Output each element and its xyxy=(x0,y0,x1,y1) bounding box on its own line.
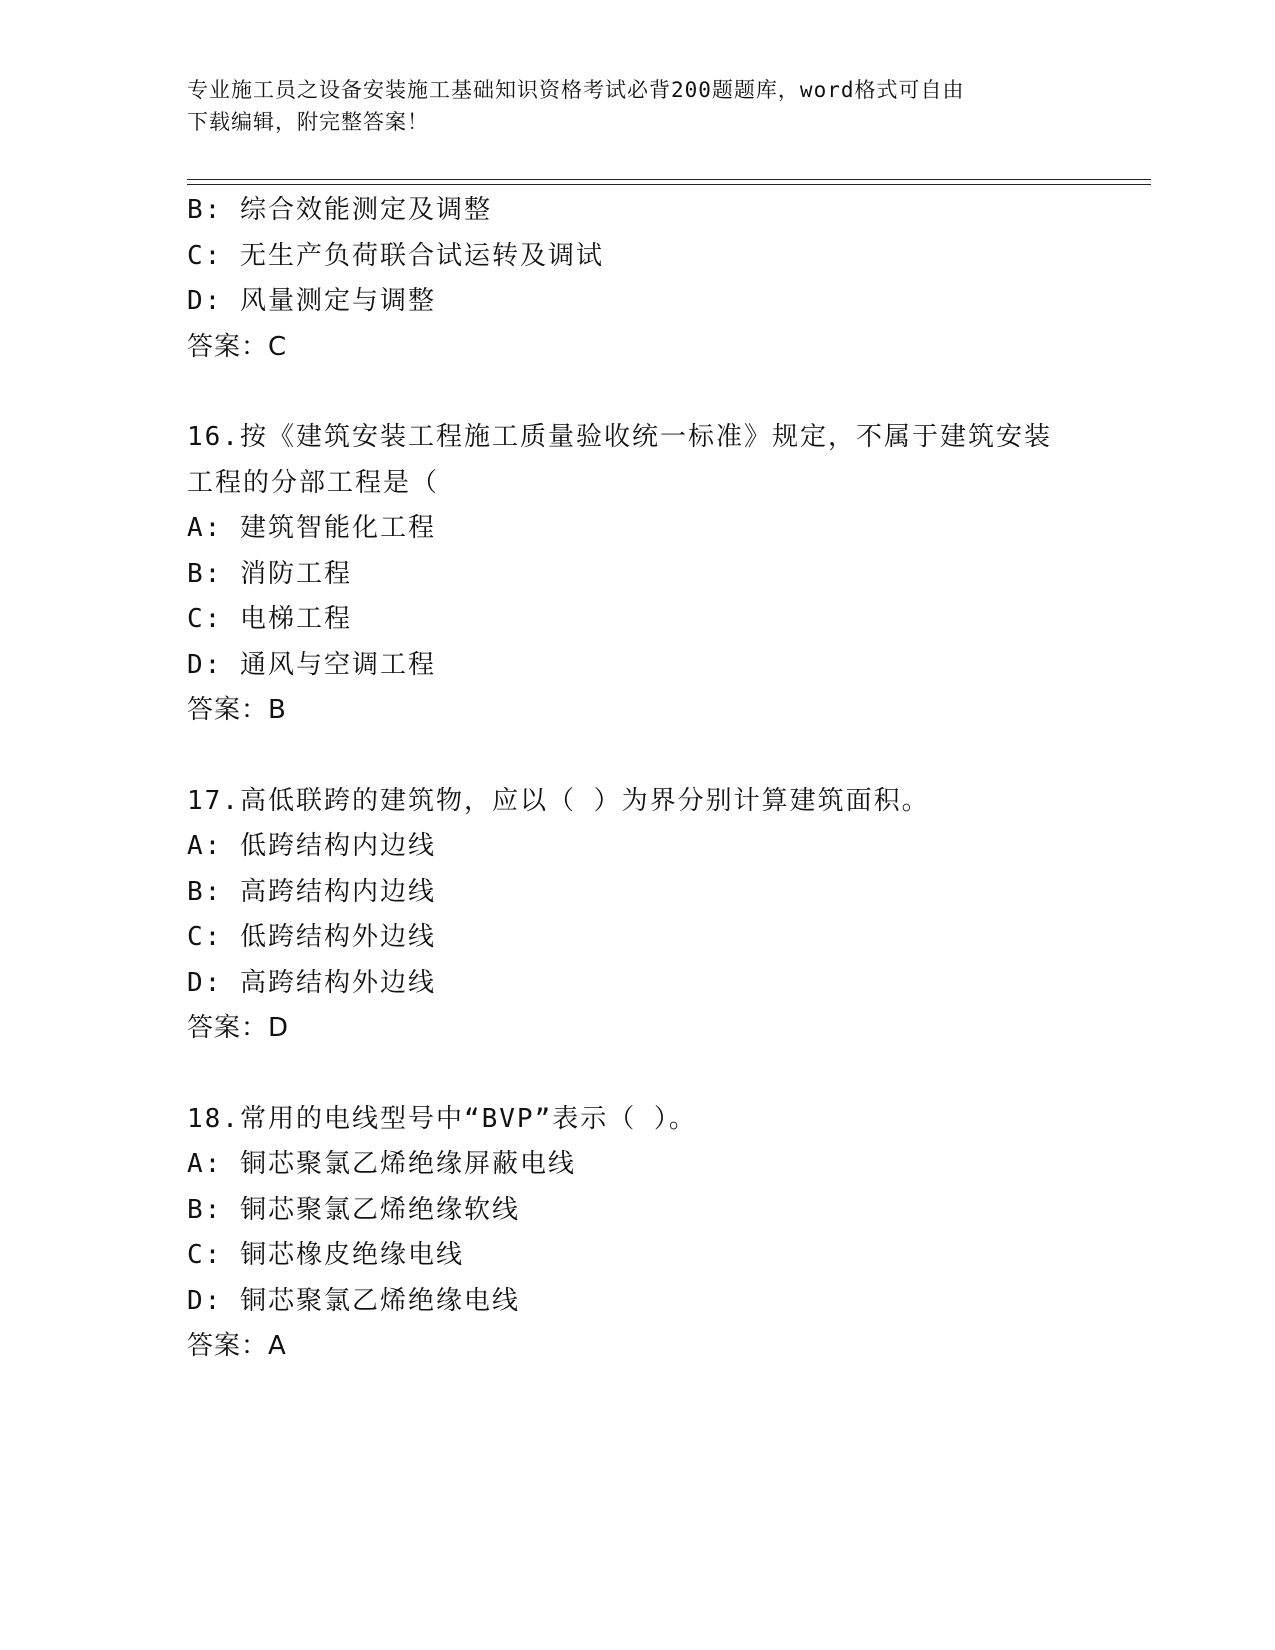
option-b: B: 铜芯聚氯乙烯绝缘软线 xyxy=(187,1194,520,1225)
header-line-2: 下载编辑，附完整答案！ xyxy=(187,110,429,134)
option-b: B: 综合效能测定及调整 xyxy=(187,195,492,225)
option-a: A: 低跨结构内边线 xyxy=(187,831,436,861)
question-fragment xyxy=(187,188,1087,370)
spacer xyxy=(187,734,1087,779)
option-c: C: 电梯工程 xyxy=(187,604,352,634)
header-line-1: 专业施工员之设备安装施工基础知识资格考试必背200题题库，word格式可自由 xyxy=(187,78,965,102)
option-b: B: 消防工程 xyxy=(187,558,352,589)
option-c: C: 铜芯橡皮绝缘电线 xyxy=(187,1240,464,1270)
option-d: D: 风量测定与调整 xyxy=(187,286,436,316)
option-c: C: 低跨结构外边线 xyxy=(187,922,436,952)
answer-text: 答案：B xyxy=(187,695,287,725)
option-d: D: 通风与空调工程 xyxy=(187,649,436,680)
answer-text: 答案：D xyxy=(187,1013,290,1043)
option-d: D: 高跨结构外边线 xyxy=(187,967,436,998)
question-16 xyxy=(187,415,1087,734)
option-a: A: 铜芯聚氯乙烯绝缘屏蔽电线 xyxy=(187,1149,576,1179)
question-17 xyxy=(187,779,1087,1052)
option-a: A: 建筑智能化工程 xyxy=(187,513,436,543)
question-stem: 16.按《建筑安装工程施工质量验收统一标准》规定，不属于建筑安装 xyxy=(187,422,1052,452)
header-divider-top xyxy=(187,179,1151,180)
answer-text: 答案：C xyxy=(187,331,288,362)
question-stem: 17.高低联跨的建筑物，应以（ ）为界分别计算建筑面积。 xyxy=(187,785,930,816)
document-header xyxy=(187,74,1087,138)
question-18 xyxy=(187,1097,1087,1370)
spacer xyxy=(187,370,1087,415)
question-stem: 18.常用的电线型号中“BVP”表示（ ）。 xyxy=(187,1103,697,1134)
spacer xyxy=(187,1052,1087,1097)
option-b: B: 高跨结构内边线 xyxy=(187,876,436,907)
answer-text: 答案：A xyxy=(187,1331,287,1361)
question-list xyxy=(187,188,1087,1370)
option-d: D: 铜芯聚氯乙烯绝缘电线 xyxy=(187,1285,520,1316)
header-divider-bottom xyxy=(187,184,1151,185)
option-c: C: 无生产负荷联合试运转及调试 xyxy=(187,240,604,271)
question-stem-continued: 工程的分部工程是（ xyxy=(187,467,440,498)
